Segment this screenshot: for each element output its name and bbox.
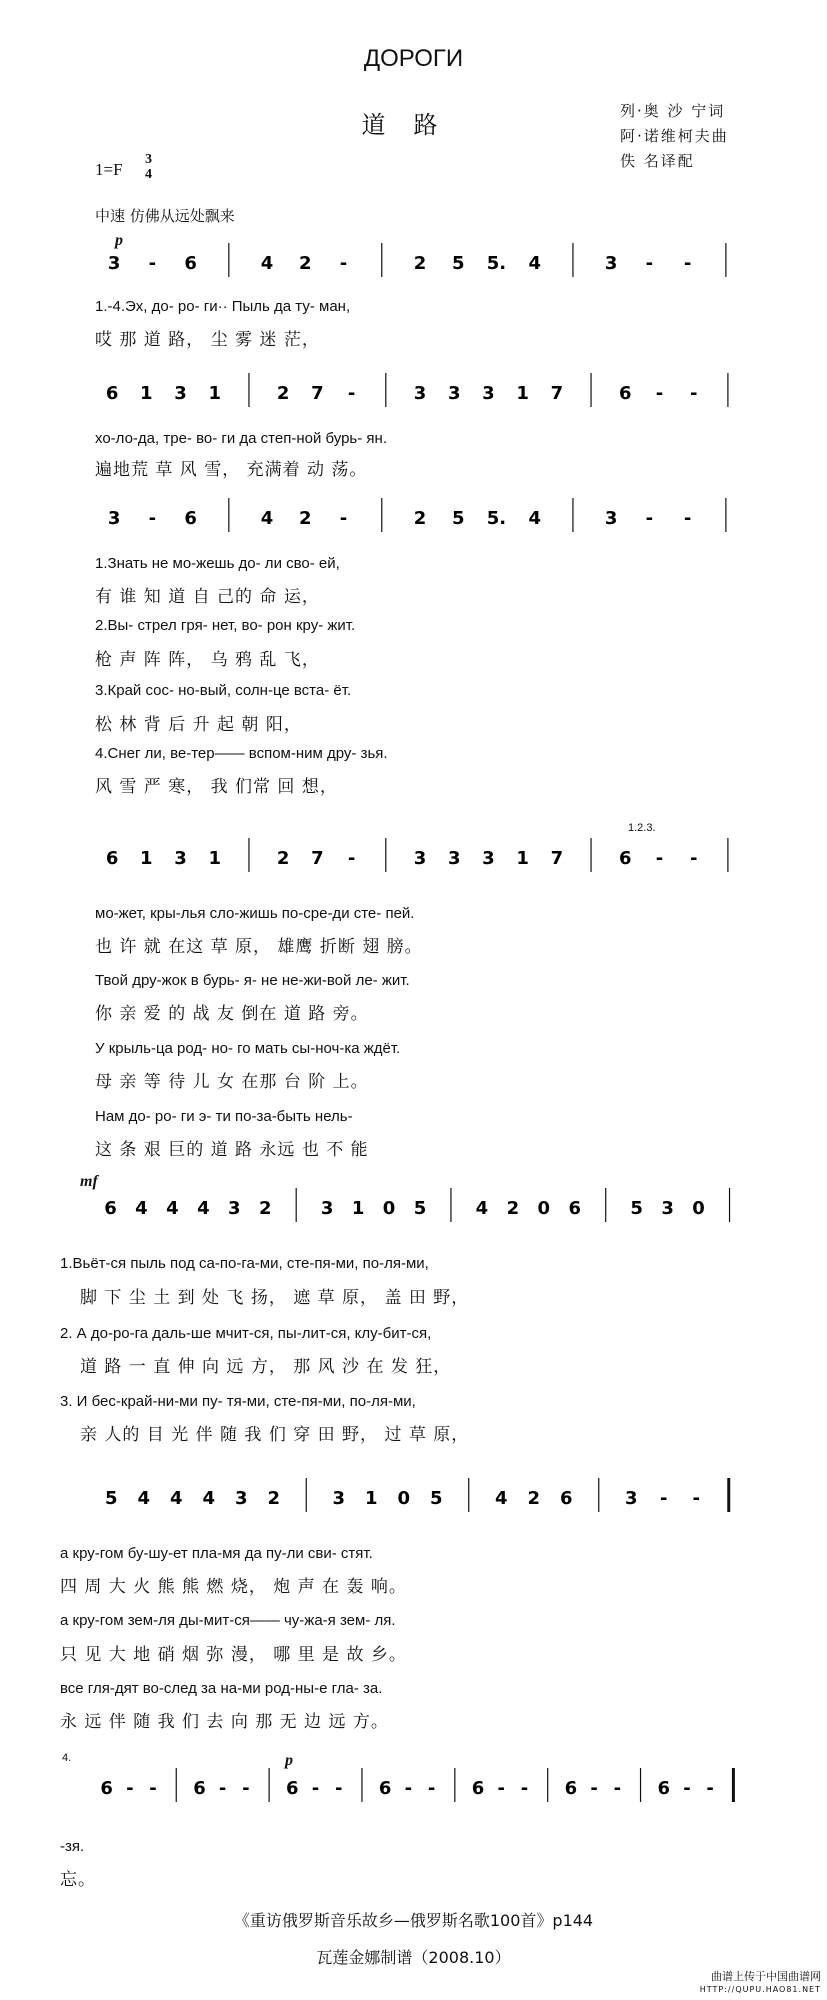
note: 6	[100, 1778, 113, 1799]
dash-extension: -	[683, 253, 692, 274]
dash-extension: -	[335, 1778, 343, 1799]
verse3b-cn: 母 亲 等 待 儿 女 在那 台 阶 上。	[95, 1072, 369, 1092]
composer-credit: 阿·诺维柯夫曲	[620, 127, 729, 145]
dash-extension: -	[590, 1778, 598, 1799]
ending-ru: -зя.	[60, 1838, 85, 1855]
note: 2	[258, 1198, 272, 1219]
music-line-3	[0, 490, 827, 550]
note: 1	[364, 1488, 378, 1509]
note: 6	[618, 383, 632, 404]
lyricist-credit: 列·奥 沙 宁词	[620, 102, 726, 120]
note: 4	[475, 1198, 489, 1219]
note: 4	[260, 253, 274, 274]
note: 3	[320, 1198, 334, 1219]
note: 3	[107, 253, 121, 274]
source-note: 《重访俄罗斯音乐故乡—俄罗斯名歌100首》p144	[233, 1911, 594, 1930]
note: 3	[447, 848, 461, 869]
lyric-ru-line-2: хо-ло-да, тре- во- ги да степ-ной бурь- ян.	[95, 430, 387, 447]
note: 7	[311, 383, 324, 404]
note: 0	[397, 1488, 411, 1509]
note: 6	[559, 1488, 573, 1509]
dash-extension: -	[311, 1778, 320, 1799]
note: 6	[184, 253, 197, 274]
note: 5	[630, 1198, 643, 1219]
note: 3	[482, 848, 495, 869]
note: 1	[516, 383, 529, 404]
lyric-cn-line-1: 哎 那 道 路， 尘 雾 迷 茫，	[95, 330, 320, 350]
time-sig-top: 3	[145, 152, 152, 167]
dash-extension: -	[689, 383, 698, 404]
dash-extension: -	[706, 1778, 714, 1799]
note: 3	[234, 1488, 248, 1509]
note: 3	[228, 1198, 241, 1219]
note: 1	[140, 383, 153, 404]
note: 6	[564, 1778, 578, 1799]
verse1b-ru: мо-жет, кры-лья сло-жишь по-сре-ди сте- пей.	[95, 905, 415, 922]
watermark-line-2: HTTP://QUPU.HAO81.NET	[699, 1985, 821, 1994]
note: 6	[184, 508, 197, 529]
note: 3	[661, 1198, 674, 1219]
verse4-cn: 风 雪 严 寒， 我 们常 回 想，	[95, 777, 338, 797]
watermark	[700, 1970, 821, 1996]
note: 4	[135, 1198, 148, 1219]
note: 3	[174, 848, 187, 869]
key-signature: 1=F	[95, 160, 123, 179]
note: 0	[692, 1198, 705, 1219]
note: 4	[197, 1198, 210, 1219]
dynamic-p: p	[115, 232, 123, 249]
note: 6	[471, 1778, 485, 1799]
dash-extension: -	[339, 253, 348, 274]
dash-extension: -	[655, 383, 664, 404]
verse1-cn: 有 谁 知 道 自 己的 命 运，	[95, 587, 320, 607]
ending-cn: 忘。	[60, 1870, 96, 1890]
dash-extension: -	[645, 253, 654, 274]
chorus3-ru: 3. И бес-край-ни-ми пу- тя-ми, сте-пя-ми, по-ля-ми,	[60, 1393, 416, 1410]
volta-last-label: 4.	[62, 1752, 72, 1764]
dash-extension: -	[149, 1778, 157, 1799]
verse2-cn: 枪 声 阵 阵， 乌 鸦 乱 飞，	[95, 650, 320, 670]
note: 2	[276, 383, 290, 404]
note: 4	[166, 1198, 179, 1219]
note: 2	[299, 508, 312, 529]
music-line-1	[0, 235, 827, 295]
chorus1-cn: 脚 下 尘 土 到 处 飞 扬， 遮 草 原， 盖 田 野，	[80, 1288, 470, 1308]
note: 3	[413, 383, 427, 404]
chorus1b-cn: 四 周 大 火 熊 熊 燃 烧， 炮 声 在 轰 响。	[60, 1577, 407, 1597]
note: 5	[104, 1488, 118, 1509]
verse4b-cn: 这 条 艰 巨的 道 路 永远 也 不 能	[95, 1140, 369, 1160]
note: 6	[618, 848, 632, 869]
note: 6	[105, 848, 119, 869]
note: 2	[527, 1488, 541, 1509]
note: 4	[137, 1488, 151, 1509]
note: 1	[140, 848, 153, 869]
verse3-cn: 松 林 背 后 升 起 朝 阳，	[95, 715, 302, 735]
dash-extension: -	[427, 1778, 436, 1799]
note: 5	[429, 1488, 443, 1509]
tempo-marking: 中速 仿佛从远处飘来	[95, 207, 235, 225]
note: 6	[286, 1778, 299, 1799]
note: 5	[451, 508, 465, 529]
chorus2b-cn: 只 见 大 地 硝 烟 弥 漫， 哪 里 是 故 乡。	[60, 1645, 407, 1665]
dash-extension: -	[242, 1778, 250, 1799]
dash-extension: -	[645, 508, 654, 529]
note: 4	[528, 508, 541, 529]
note: 7	[550, 848, 564, 869]
music-line-5	[0, 1180, 827, 1240]
verse2-ru: 2.Вы- стрел гря- нет, во- рон кру- жит.	[95, 617, 356, 634]
dash-extension: -	[404, 1778, 413, 1799]
time-signature	[145, 152, 152, 182]
note: 6	[568, 1198, 582, 1219]
verse4b-ru: Нам до- ро- ги э- ти по-за-быть нель-	[95, 1108, 353, 1125]
note: 2	[276, 848, 290, 869]
note: 5.	[486, 508, 507, 529]
maker-note: 瓦莲金娜制谱（2008.10）	[316, 1948, 511, 1967]
note: 4	[528, 253, 541, 274]
dynamic-p-final: p	[285, 1752, 293, 1769]
dash-extension: -	[497, 1778, 505, 1799]
note: 5	[451, 253, 465, 274]
note: 6	[104, 1198, 117, 1219]
chorus3-cn: 亲 人的 目 光 伴 随 我 们 穿 田 野， 过 草 原，	[80, 1425, 470, 1445]
dash-extension: -	[126, 1778, 134, 1799]
note: 4	[494, 1488, 508, 1509]
note: 2	[299, 253, 312, 274]
note: 3	[482, 383, 495, 404]
note: 6	[378, 1778, 392, 1799]
note: 1	[208, 383, 222, 404]
dash-extension: -	[148, 253, 157, 274]
note: 6	[105, 383, 119, 404]
note: 1	[208, 848, 222, 869]
verse1-ru: 1.Знать не мо-жешь до- ли сво- ей,	[95, 555, 340, 572]
note: 7	[311, 848, 324, 869]
verse3-ru: 3.Край сос- но-вый, солн-це вста- ёт.	[95, 682, 352, 699]
note: 4	[202, 1488, 216, 1509]
translator-credit: 佚 名译配	[620, 152, 695, 170]
note: 3	[332, 1488, 346, 1509]
lyric-cn-line-2: 遍地荒 草 风 雪， 充满着 动 荡。	[95, 460, 368, 480]
note: 2	[267, 1488, 281, 1509]
dash-extension: -	[660, 1488, 668, 1509]
song-title-russian: ДОРОГИ	[363, 45, 464, 72]
verse2b-cn: 你 亲 爱 的 战 友 倒在 道 路 旁。	[95, 1004, 369, 1024]
note: 0	[537, 1198, 551, 1219]
music-line-2	[0, 365, 827, 425]
verse2b-ru: Твой дру-жок в бурь- я- не не-жи-вой ле- жит.	[95, 972, 410, 989]
note: 6	[193, 1778, 206, 1799]
note: 1	[351, 1198, 365, 1219]
note: 4	[260, 508, 274, 529]
note: 0	[382, 1198, 396, 1219]
note: 7	[550, 383, 564, 404]
chorus3b-ru: все гля-дят во-след за на-ми род-ны-е гла- за.	[60, 1680, 383, 1697]
dash-extension: -	[148, 508, 157, 529]
dash-extension: -	[218, 1778, 227, 1799]
watermark-line-1: 曲谱上传于中国曲谱网	[711, 1970, 821, 1983]
note: 2	[413, 253, 427, 274]
song-title-chinese: 道路	[361, 111, 466, 139]
note: 4	[169, 1488, 183, 1509]
lyric-ru-line-1: 1.-4.Эх, до- ро- ги·· Пыль да ту- ман,	[95, 298, 351, 315]
note: 5.	[486, 253, 507, 274]
note: 1	[516, 848, 529, 869]
dash-extension: -	[613, 1778, 622, 1799]
time-sig-bottom: 4	[145, 167, 152, 182]
note: 3	[604, 253, 618, 274]
note: 3	[107, 508, 121, 529]
chorus2b-ru: а кру-гом зем-ля ды-мит-ся—— чу-жа-я зем- ля.	[60, 1612, 396, 1629]
dynamic-mf: mf	[80, 1173, 98, 1190]
dash-extension: -	[347, 383, 356, 404]
dash-extension: -	[520, 1778, 529, 1799]
chorus2-cn: 道 路 一 直 伸 向 远 方， 那 风 沙 在 发 狂，	[80, 1357, 452, 1377]
chorus3b-cn: 永 远 伴 随 我 们 去 向 那 无 边 远 方。	[60, 1712, 389, 1732]
verse1b-cn: 也 许 就 在这 草 原， 雄鹰 折断 翅 膀。	[95, 937, 423, 957]
chorus1-ru: 1.Вьёт-ся пыль под са-по-га-ми, сте-пя-ми, по-ля-ми,	[60, 1255, 429, 1272]
volta-first-label: 1.2.3.	[628, 822, 656, 834]
dash-extension: -	[655, 848, 664, 869]
note: 2	[506, 1198, 520, 1219]
dash-extension: -	[683, 1778, 691, 1799]
dash-extension: -	[683, 508, 692, 529]
verse4-ru: 4.Снег ли, ве-тер—— вспом-ним дру- зья.	[95, 745, 388, 762]
dash-extension: -	[692, 1488, 700, 1509]
dash-extension: -	[347, 848, 356, 869]
music-line-7	[0, 1760, 827, 1820]
chorus1b-ru: а кру-гом бу-шу-ет пла-мя да пу-ли сви- стят.	[60, 1545, 373, 1562]
note: 3	[624, 1488, 638, 1509]
note: 2	[413, 508, 427, 529]
verse3b-ru: У крыль-ца род- но- го мать сы-ноч-ка ждёт.	[95, 1040, 401, 1057]
note: 6	[657, 1778, 671, 1799]
music-line-6	[0, 1470, 827, 1530]
note: 3	[174, 383, 187, 404]
dash-extension: -	[689, 848, 698, 869]
dash-extension: -	[339, 508, 348, 529]
note: 3	[447, 383, 461, 404]
music-line-4	[0, 830, 827, 890]
note: 3	[604, 508, 618, 529]
chorus2-ru: 2. А до-ро-га даль-ше мчит-ся, пы-лит-ся, клу-бит-ся,	[60, 1325, 432, 1342]
note: 3	[413, 848, 427, 869]
note: 5	[413, 1198, 427, 1219]
